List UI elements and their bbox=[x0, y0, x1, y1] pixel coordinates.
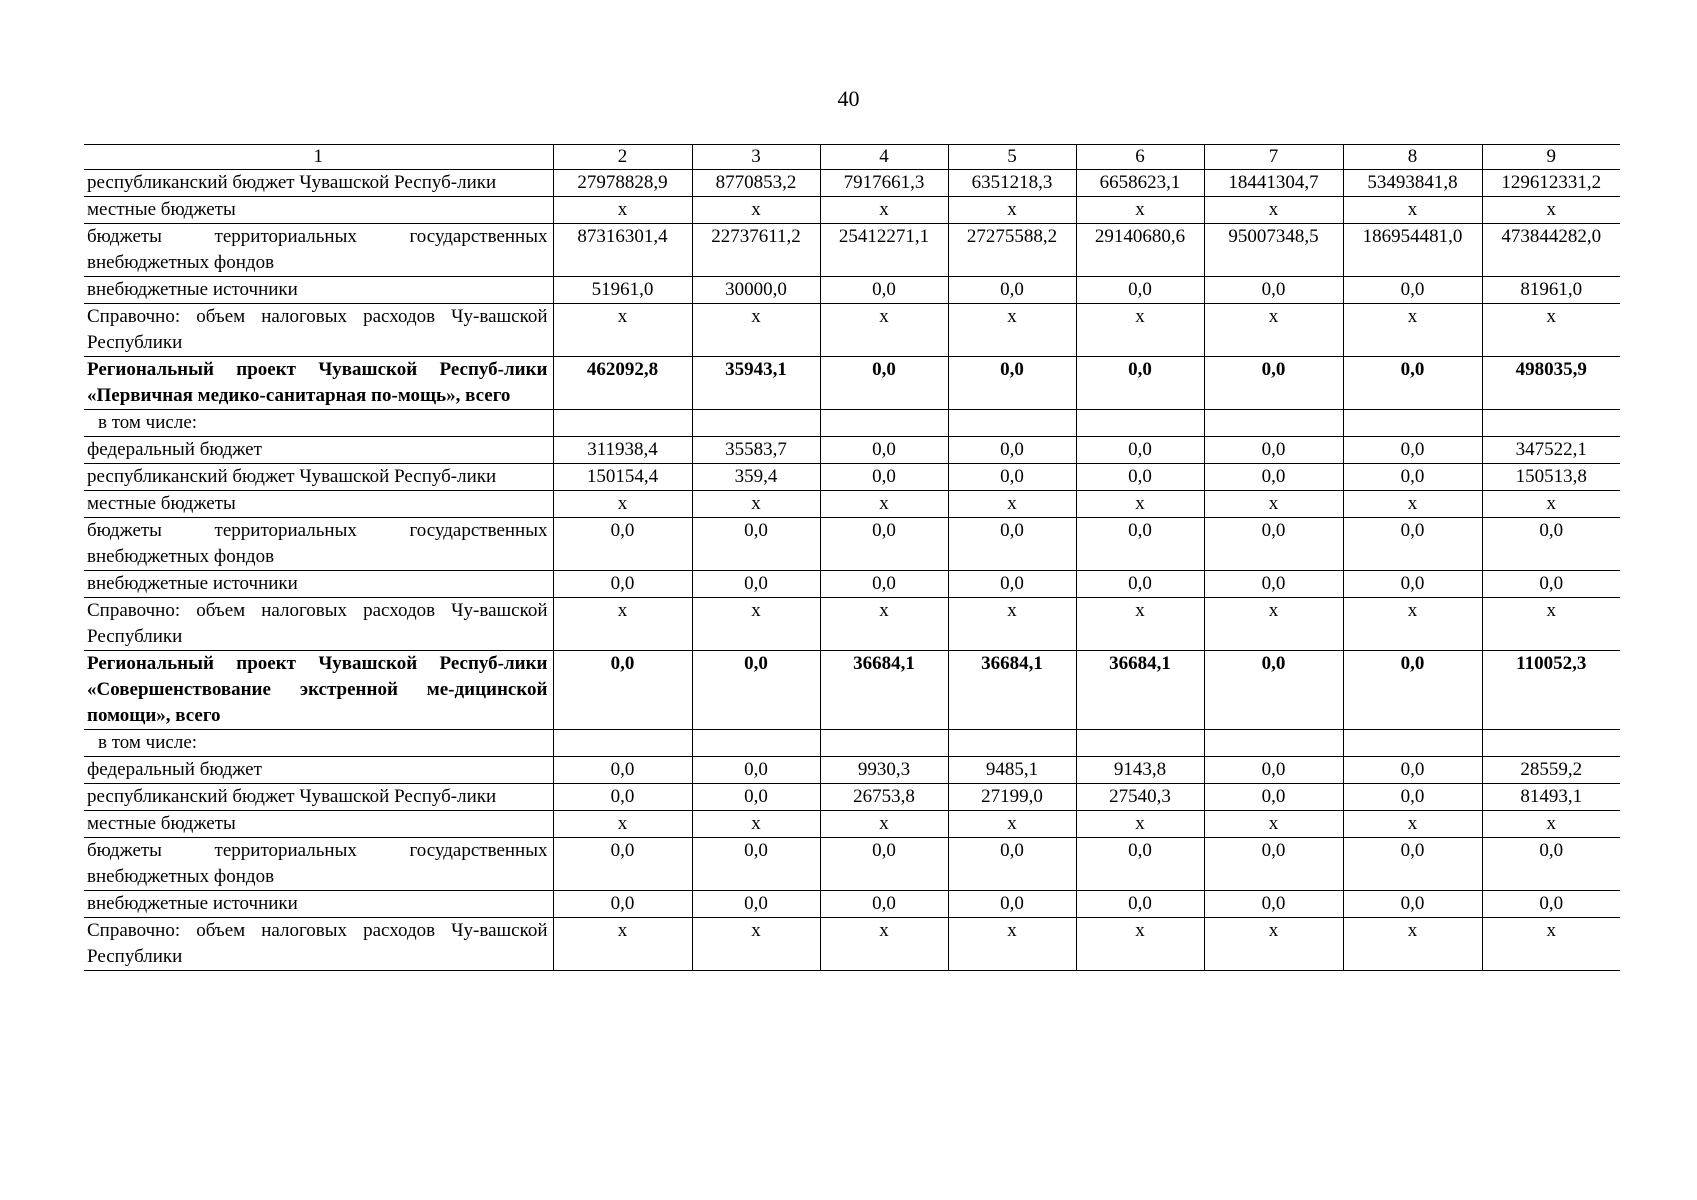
value-cell: х bbox=[553, 918, 692, 971]
value-cell: 0,0 bbox=[1076, 891, 1204, 918]
value-cell: х bbox=[1343, 197, 1482, 224]
column-number: 5 bbox=[948, 145, 1076, 170]
row-label: бюджеты территориальных государственных внебюджетных фондов bbox=[84, 224, 553, 277]
value-cell: 26753,8 bbox=[820, 784, 948, 811]
value-cell: х bbox=[948, 811, 1076, 838]
row-label: бюджеты территориальных государственных внебюджетных фондов bbox=[84, 518, 553, 571]
value-cell: 0,0 bbox=[1343, 464, 1482, 491]
value-cell: 9930,3 bbox=[820, 757, 948, 784]
value-cell: 0,0 bbox=[1076, 518, 1204, 571]
value-cell: 0,0 bbox=[1204, 784, 1343, 811]
value-cell: 25412271,1 bbox=[820, 224, 948, 277]
value-cell: х bbox=[1482, 197, 1620, 224]
value-cell: 29140680,6 bbox=[1076, 224, 1204, 277]
value-cell: 498035,9 bbox=[1482, 357, 1620, 410]
row-label: республиканский бюджет Чувашской Респуб-лики bbox=[84, 170, 553, 197]
value-cell bbox=[553, 410, 692, 437]
value-cell: 18441304,7 bbox=[1204, 170, 1343, 197]
value-cell: х bbox=[1204, 197, 1343, 224]
value-cell bbox=[1204, 730, 1343, 757]
value-cell: 0,0 bbox=[948, 838, 1076, 891]
row-label: бюджеты территориальных государственных внебюджетных фондов bbox=[84, 838, 553, 891]
value-cell: 30000,0 bbox=[692, 277, 820, 304]
value-cell bbox=[1482, 730, 1620, 757]
value-cell: 0,0 bbox=[1343, 518, 1482, 571]
row-label: в том числе: bbox=[84, 410, 553, 437]
value-cell: х bbox=[948, 491, 1076, 518]
value-cell: х bbox=[692, 918, 820, 971]
value-cell: 95007348,5 bbox=[1204, 224, 1343, 277]
value-cell: 0,0 bbox=[948, 464, 1076, 491]
value-cell: х bbox=[692, 491, 820, 518]
value-cell: х bbox=[692, 811, 820, 838]
value-cell: 9485,1 bbox=[948, 757, 1076, 784]
value-cell bbox=[1076, 730, 1204, 757]
row-label: федеральный бюджет bbox=[84, 757, 553, 784]
table-row bbox=[84, 304, 1620, 357]
row-label: местные бюджеты bbox=[84, 197, 553, 224]
value-cell: 0,0 bbox=[692, 757, 820, 784]
value-cell: х bbox=[692, 197, 820, 224]
value-cell: х bbox=[553, 491, 692, 518]
value-cell: х bbox=[553, 304, 692, 357]
value-cell: 0,0 bbox=[820, 891, 948, 918]
value-cell: 22737611,2 bbox=[692, 224, 820, 277]
table-row bbox=[84, 464, 1620, 491]
table-row bbox=[84, 571, 1620, 598]
column-number: 4 bbox=[820, 145, 948, 170]
value-cell: 0,0 bbox=[1343, 357, 1482, 410]
value-cell bbox=[1076, 410, 1204, 437]
value-cell: 53493841,8 bbox=[1343, 170, 1482, 197]
value-cell: 87316301,4 bbox=[553, 224, 692, 277]
value-cell: 0,0 bbox=[948, 357, 1076, 410]
value-cell: 0,0 bbox=[1343, 571, 1482, 598]
value-cell: х bbox=[1076, 491, 1204, 518]
value-cell: х bbox=[1204, 491, 1343, 518]
value-cell: 0,0 bbox=[1076, 437, 1204, 464]
value-cell: 0,0 bbox=[692, 784, 820, 811]
value-cell bbox=[948, 730, 1076, 757]
value-cell: 0,0 bbox=[1076, 357, 1204, 410]
value-cell: 0,0 bbox=[948, 437, 1076, 464]
row-label: внебюджетные источники bbox=[84, 277, 553, 304]
table-body bbox=[84, 170, 1620, 971]
column-number: 8 bbox=[1343, 145, 1482, 170]
column-number: 1 bbox=[84, 145, 553, 170]
value-cell: х bbox=[1343, 304, 1482, 357]
value-cell: 0,0 bbox=[553, 784, 692, 811]
value-cell: х bbox=[948, 197, 1076, 224]
value-cell: х bbox=[1482, 811, 1620, 838]
column-number: 6 bbox=[1076, 145, 1204, 170]
value-cell: 0,0 bbox=[1204, 518, 1343, 571]
value-cell: х bbox=[1482, 491, 1620, 518]
column-number: 9 bbox=[1482, 145, 1620, 170]
value-cell bbox=[948, 410, 1076, 437]
value-cell: 150154,4 bbox=[553, 464, 692, 491]
value-cell: 9143,8 bbox=[1076, 757, 1204, 784]
value-cell: 311938,4 bbox=[553, 437, 692, 464]
value-cell: 462092,8 bbox=[553, 357, 692, 410]
page-number: 40 bbox=[837, 86, 860, 111]
value-cell: х bbox=[820, 197, 948, 224]
value-cell: 186954481,0 bbox=[1343, 224, 1482, 277]
table-row bbox=[84, 918, 1620, 971]
value-cell: 0,0 bbox=[553, 891, 692, 918]
value-cell: 0,0 bbox=[1482, 891, 1620, 918]
value-cell: 81961,0 bbox=[1482, 277, 1620, 304]
value-cell: 0,0 bbox=[1204, 651, 1343, 730]
value-cell: 0,0 bbox=[948, 518, 1076, 571]
value-cell: х bbox=[948, 304, 1076, 357]
table-row bbox=[84, 757, 1620, 784]
value-cell bbox=[1343, 730, 1482, 757]
value-cell: 0,0 bbox=[948, 277, 1076, 304]
value-cell: 0,0 bbox=[692, 518, 820, 571]
value-cell: х bbox=[1343, 491, 1482, 518]
row-label: Региональный проект Чувашской Респуб-лики «Первичная медико-санитарная по-мощь», всего bbox=[84, 357, 553, 410]
table-row bbox=[84, 410, 1620, 437]
value-cell bbox=[820, 730, 948, 757]
column-number: 7 bbox=[1204, 145, 1343, 170]
value-cell: 0,0 bbox=[553, 838, 692, 891]
budget-table bbox=[84, 144, 1620, 971]
value-cell: х bbox=[1482, 598, 1620, 651]
row-label: Справочно: объем налоговых расходов Чу-вашской Республики bbox=[84, 598, 553, 651]
value-cell: 0,0 bbox=[820, 518, 948, 571]
value-cell: 0,0 bbox=[948, 571, 1076, 598]
value-cell: х bbox=[948, 918, 1076, 971]
value-cell: 27978828,9 bbox=[553, 170, 692, 197]
value-cell: х bbox=[553, 598, 692, 651]
value-cell: 473844282,0 bbox=[1482, 224, 1620, 277]
value-cell: 36684,1 bbox=[948, 651, 1076, 730]
value-cell: 6658623,1 bbox=[1076, 170, 1204, 197]
value-cell: х bbox=[1076, 197, 1204, 224]
value-cell bbox=[1204, 410, 1343, 437]
value-cell: 0,0 bbox=[1343, 891, 1482, 918]
value-cell: 0,0 bbox=[820, 838, 948, 891]
row-label: Справочно: объем налоговых расходов Чу-вашской Республики bbox=[84, 918, 553, 971]
value-cell: 35583,7 bbox=[692, 437, 820, 464]
value-cell: 27540,3 bbox=[1076, 784, 1204, 811]
value-cell: 7917661,3 bbox=[820, 170, 948, 197]
row-label: местные бюджеты bbox=[84, 491, 553, 518]
value-cell: 0,0 bbox=[1076, 277, 1204, 304]
table-row bbox=[84, 651, 1620, 730]
value-cell: х bbox=[820, 918, 948, 971]
value-cell: 0,0 bbox=[1204, 464, 1343, 491]
value-cell: 0,0 bbox=[820, 571, 948, 598]
value-cell: х bbox=[820, 598, 948, 651]
value-cell: 35943,1 bbox=[692, 357, 820, 410]
value-cell: 150513,8 bbox=[1482, 464, 1620, 491]
value-cell: х bbox=[1076, 304, 1204, 357]
row-label: Региональный проект Чувашской Респуб-лики «Совершенствование экстренной ме-дицинской помощи», всего bbox=[84, 651, 553, 730]
column-number-row bbox=[84, 145, 1620, 170]
value-cell: х bbox=[1204, 304, 1343, 357]
value-cell: х bbox=[820, 491, 948, 518]
value-cell: х bbox=[820, 304, 948, 357]
value-cell: 0,0 bbox=[1076, 464, 1204, 491]
value-cell bbox=[692, 410, 820, 437]
value-cell: х bbox=[692, 598, 820, 651]
table-row bbox=[84, 224, 1620, 277]
value-cell bbox=[1343, 410, 1482, 437]
row-label: внебюджетные источники bbox=[84, 571, 553, 598]
value-cell: х bbox=[1076, 918, 1204, 971]
value-cell: х bbox=[1204, 811, 1343, 838]
table-row bbox=[84, 784, 1620, 811]
value-cell: 129612331,2 bbox=[1482, 170, 1620, 197]
value-cell: 0,0 bbox=[692, 891, 820, 918]
value-cell: 110052,3 bbox=[1482, 651, 1620, 730]
value-cell bbox=[820, 410, 948, 437]
value-cell: х bbox=[1076, 811, 1204, 838]
value-cell: х bbox=[692, 304, 820, 357]
table-row bbox=[84, 437, 1620, 464]
value-cell: 0,0 bbox=[1204, 437, 1343, 464]
table-row bbox=[84, 598, 1620, 651]
value-cell: 0,0 bbox=[1343, 437, 1482, 464]
value-cell: 0,0 bbox=[1204, 838, 1343, 891]
value-cell: 0,0 bbox=[1076, 571, 1204, 598]
value-cell: 0,0 bbox=[948, 891, 1076, 918]
value-cell: 36684,1 bbox=[1076, 651, 1204, 730]
value-cell: 0,0 bbox=[553, 571, 692, 598]
value-cell: 28559,2 bbox=[1482, 757, 1620, 784]
value-cell: 0,0 bbox=[553, 518, 692, 571]
value-cell: 0,0 bbox=[1482, 571, 1620, 598]
value-cell: 0,0 bbox=[1482, 838, 1620, 891]
value-cell: х bbox=[1343, 918, 1482, 971]
value-cell: 0,0 bbox=[1482, 518, 1620, 571]
value-cell: 27275588,2 bbox=[948, 224, 1076, 277]
row-label: в том числе: bbox=[84, 730, 553, 757]
table-row bbox=[84, 518, 1620, 571]
value-cell: 0,0 bbox=[1204, 891, 1343, 918]
value-cell: х bbox=[1482, 304, 1620, 357]
table-row bbox=[84, 891, 1620, 918]
value-cell: 0,0 bbox=[820, 357, 948, 410]
row-label: федеральный бюджет bbox=[84, 437, 553, 464]
value-cell: х bbox=[1076, 598, 1204, 651]
value-cell: 0,0 bbox=[820, 464, 948, 491]
value-cell: 27199,0 bbox=[948, 784, 1076, 811]
row-label: республиканский бюджет Чувашской Респуб-лики bbox=[84, 464, 553, 491]
value-cell: х bbox=[1204, 918, 1343, 971]
table-row bbox=[84, 811, 1620, 838]
table-row bbox=[84, 197, 1620, 224]
value-cell: 0,0 bbox=[1343, 757, 1482, 784]
table-row bbox=[84, 491, 1620, 518]
value-cell: 0,0 bbox=[1343, 277, 1482, 304]
value-cell: 0,0 bbox=[1204, 571, 1343, 598]
value-cell: 6351218,3 bbox=[948, 170, 1076, 197]
value-cell: 0,0 bbox=[1343, 838, 1482, 891]
value-cell: 36684,1 bbox=[820, 651, 948, 730]
value-cell: 0,0 bbox=[820, 277, 948, 304]
table-row bbox=[84, 838, 1620, 891]
value-cell: х bbox=[948, 598, 1076, 651]
table-row bbox=[84, 357, 1620, 410]
value-cell: х bbox=[820, 811, 948, 838]
value-cell: 359,4 bbox=[692, 464, 820, 491]
value-cell: 347522,1 bbox=[1482, 437, 1620, 464]
column-number: 2 bbox=[553, 145, 692, 170]
column-number: 3 bbox=[692, 145, 820, 170]
value-cell: х bbox=[1343, 598, 1482, 651]
value-cell: х bbox=[1343, 811, 1482, 838]
value-cell: 0,0 bbox=[692, 651, 820, 730]
value-cell bbox=[692, 730, 820, 757]
value-cell bbox=[1482, 410, 1620, 437]
table-row bbox=[84, 170, 1620, 197]
row-label: внебюджетные источники bbox=[84, 891, 553, 918]
value-cell: 0,0 bbox=[692, 571, 820, 598]
value-cell: х bbox=[553, 811, 692, 838]
value-cell: 0,0 bbox=[1204, 277, 1343, 304]
value-cell: 0,0 bbox=[1076, 838, 1204, 891]
row-label: республиканский бюджет Чувашской Респуб-лики bbox=[84, 784, 553, 811]
value-cell: 0,0 bbox=[553, 757, 692, 784]
value-cell: 0,0 bbox=[1204, 357, 1343, 410]
value-cell: х bbox=[553, 197, 692, 224]
value-cell: 0,0 bbox=[820, 437, 948, 464]
table-row bbox=[84, 730, 1620, 757]
row-label: местные бюджеты bbox=[84, 811, 553, 838]
value-cell: 0,0 bbox=[1204, 757, 1343, 784]
value-cell: 81493,1 bbox=[1482, 784, 1620, 811]
value-cell: 0,0 bbox=[553, 651, 692, 730]
value-cell: 8770853,2 bbox=[692, 170, 820, 197]
value-cell: 0,0 bbox=[692, 838, 820, 891]
value-cell: х bbox=[1482, 918, 1620, 971]
value-cell: 0,0 bbox=[1343, 651, 1482, 730]
value-cell: х bbox=[1204, 598, 1343, 651]
value-cell: 0,0 bbox=[1343, 784, 1482, 811]
table-row bbox=[84, 277, 1620, 304]
value-cell bbox=[553, 730, 692, 757]
value-cell: 51961,0 bbox=[553, 277, 692, 304]
row-label: Справочно: объем налоговых расходов Чу-вашской Республики bbox=[84, 304, 553, 357]
